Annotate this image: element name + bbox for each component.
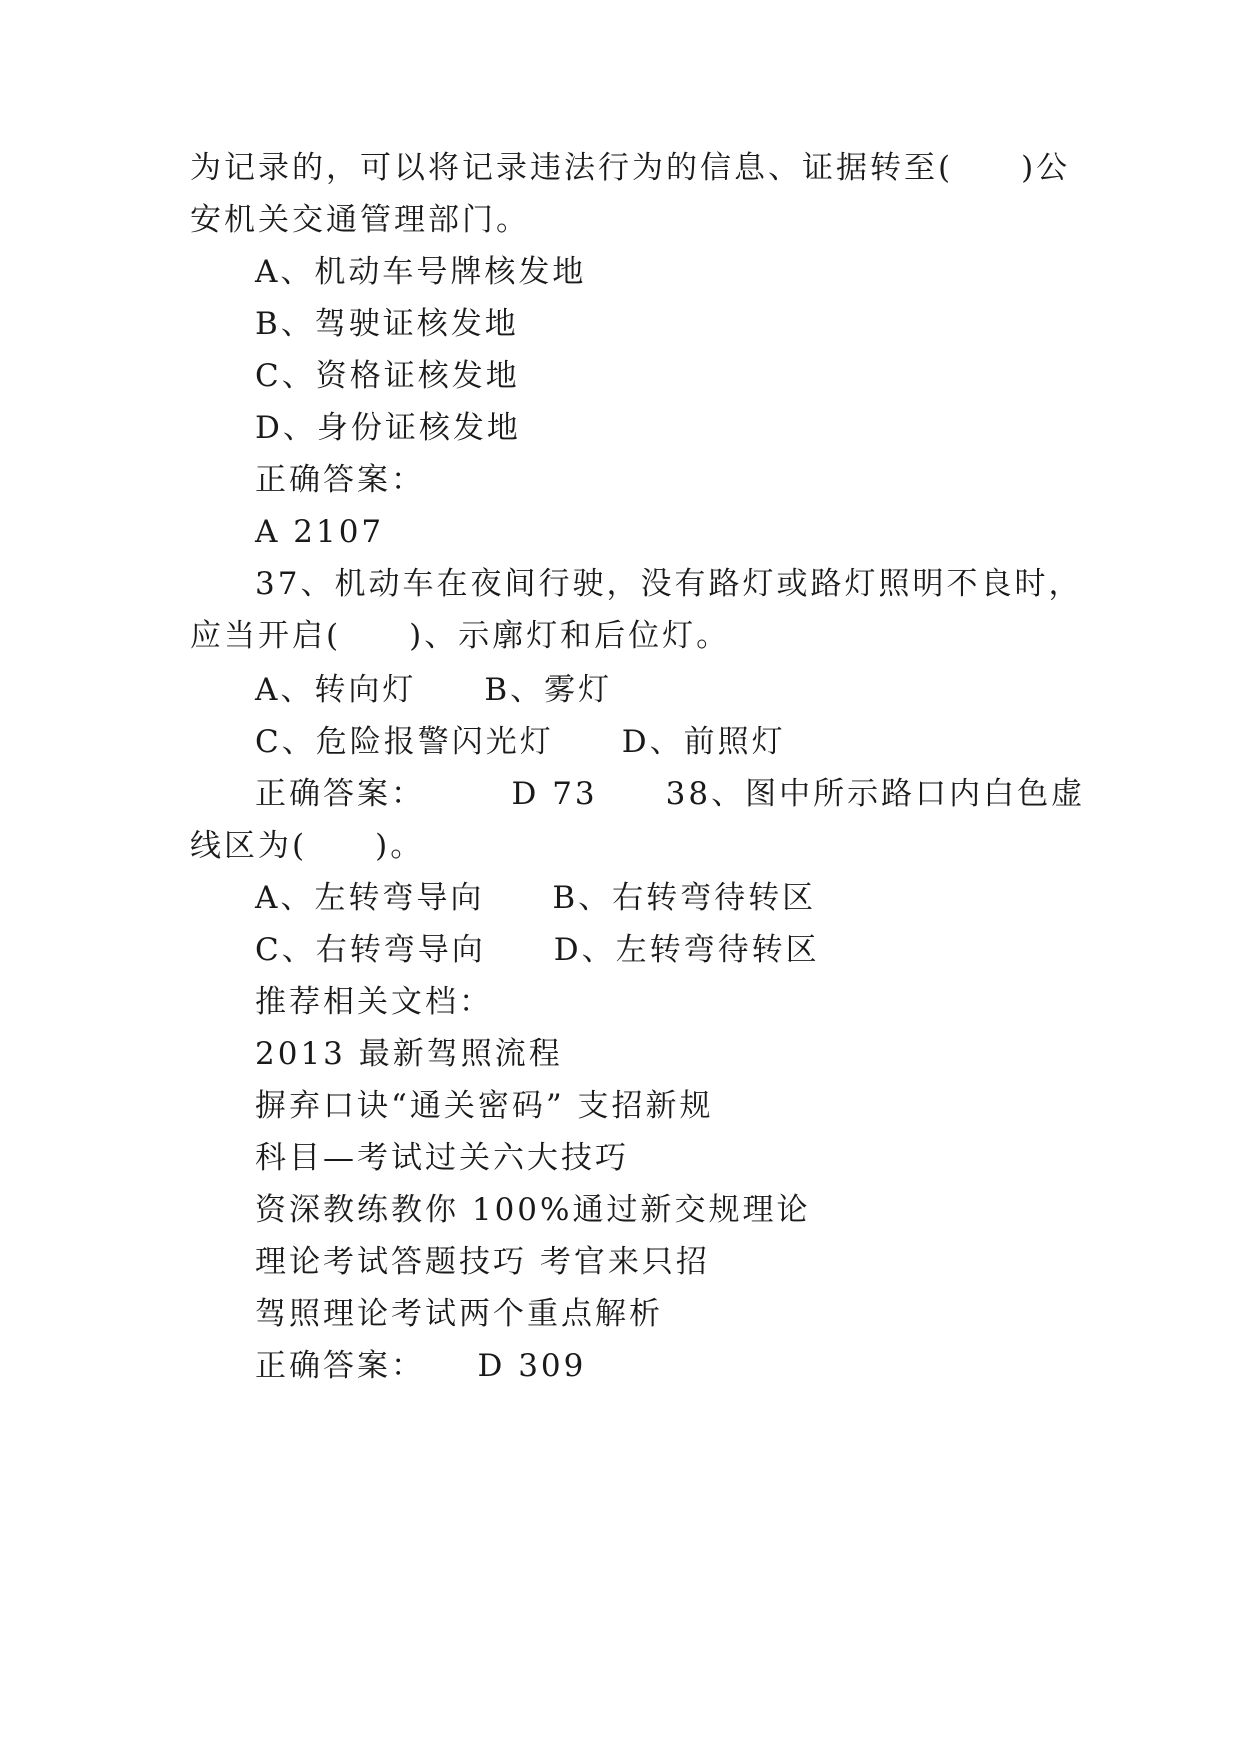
recommended-doc-item: 摒弃口诀“通关密码” 支招新规 [255,1088,714,1124]
option-b: B、驾驶证核发地 [255,306,519,342]
question-37-options-cd: C、危险报警闪光灯 D、前照灯 [255,724,786,760]
question-36-text-line-2: 安机关交通管理部门。 [190,202,530,238]
option-c: C、资格证核发地 [255,358,520,394]
recommended-doc-item: 理论考试答题技巧 考官来只招 [255,1244,710,1280]
recommended-doc-item: 科目—考试过关六大技巧 [255,1140,629,1176]
answer-and-question-38-line-1: 正确答案： D 73 38、图中所示路口内白色虚 [255,776,1086,812]
answer-label: 正确答案： [255,462,425,498]
option-a: A、机动车号牌核发地 [255,254,587,290]
question-36-text-line-1: 为记录的，可以将记录违法行为的信息、证据转至( )公 [190,150,1071,186]
recommended-doc-item: 2013 最新驾照流程 [255,1036,563,1072]
recommended-doc-item: 资深教练教你 100%通过新交规理论 [255,1192,811,1228]
question-37-text-line-2: 应当开启( )、示廓灯和后位灯。 [190,618,731,654]
answer-value: A 2107 [255,514,385,550]
recommended-docs-heading: 推荐相关文档： [255,984,493,1020]
question-37-text-line-1: 37、机动车在夜间行驶，没有路灯或路灯照明不良时， [255,566,1083,602]
final-answer: 正确答案： D 309 [255,1348,587,1384]
recommended-doc-item: 驾照理论考试两个重点解析 [255,1296,663,1332]
question-38-options-cd: C、右转弯导向 D、左转弯待转区 [255,932,820,968]
option-d: D、身份证核发地 [255,410,521,446]
question-37-options-ab: A、转向灯 B、雾灯 [255,672,613,708]
question-38-text-line-2: 线区为( )。 [190,828,425,864]
question-38-options-ab: A、左转弯导向 B、右转弯待转区 [255,880,817,916]
